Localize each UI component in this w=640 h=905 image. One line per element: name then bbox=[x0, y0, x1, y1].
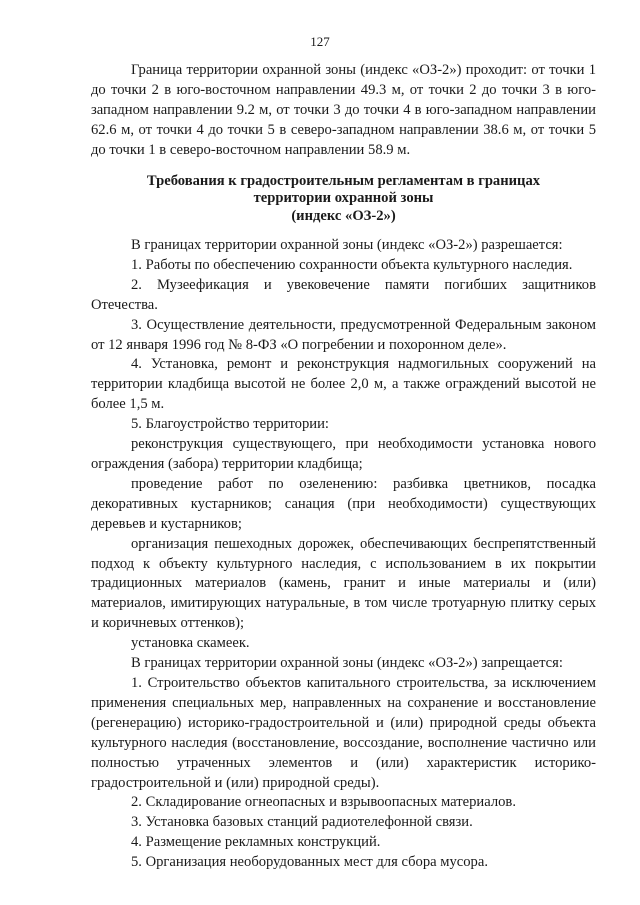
allowed-subitem: проведение работ по озеленению: разбивка цветников, посадка декоративных кустарников; санация (при необходимости) существующих деревьев и кустарников; bbox=[91, 475, 596, 532]
prohibited-item: 3. Установка базовых станций радиотелефонной связи. bbox=[131, 814, 473, 831]
allowed-item: 1. Работы по обеспечению сохранности объекта культурного наследия. bbox=[131, 256, 573, 273]
prohibited-item: 4. Размещение рекламных конструкций. bbox=[131, 834, 381, 851]
allowed-item: 3. Осуществление деятельности, предусмотренной Федеральным законом от 12 января 1996 год № 8-ФЗ «О погребении и похоронном деле». bbox=[91, 316, 596, 353]
allowed-item: 2. Музеефикация и увековечение памяти погибших защитников Отечества. bbox=[91, 276, 596, 313]
allowed-subitem: реконструкция существующего, при необходимости установка нового ограждения (забора) территории кладбища; bbox=[91, 436, 596, 472]
heading-line-3: (индекс «ОЗ-2») bbox=[291, 207, 396, 224]
heading-line-1: Требования к градостроительным регламентам в границах bbox=[146, 172, 541, 189]
prohibited-item: 1. Строительство объектов капитального строительства, за исключением применения специальных мер, направленных на сохранение и восстановление (регенерацию) историко-градостроительной и (или) природной среды объекта культурного наследия (восстановление, воссоздание, восполнение частично или полностью утраченных элементов и (или) характеристик историко-градостроительной и (или) природной среды). bbox=[91, 674, 596, 791]
section-heading bbox=[91, 173, 596, 226]
heading-line-2: территории охранной зоны bbox=[253, 190, 434, 207]
document-body bbox=[91, 61, 596, 873]
allowed-item: 5. Благоустройство территории: bbox=[131, 416, 329, 433]
prohibited-item: 5. Организация необорудованных мест для сбора мусора. bbox=[131, 854, 488, 871]
page-number: 127 bbox=[310, 34, 330, 49]
allowed-subitem: установка скамеек. bbox=[131, 635, 250, 652]
allowed-lead: В границах территории охранной зоны (индекс «ОЗ-2») разрешается: bbox=[131, 237, 563, 254]
prohibited-lead: В границах территории охранной зоны (индекс «ОЗ-2») запрещается: bbox=[131, 655, 563, 672]
allowed-item: 4. Установка, ремонт и реконструкция надмогильных сооружений на территории кладбища высотой не более 2,0 м, а также ограждений высотой не более 1,5 м. bbox=[91, 356, 596, 413]
boundary-description: Граница территории охранной зоны (индекс «ОЗ-2») проходит: от точки 1 до точки 2 в юго-восточном направлении 49.3 м, от точки 2 до точки 3 в юго-западном направлении 9.2 м, от точки 3 до точки 4 в юго-западном направлении 62.6 м, от точки 4 до точки 5 в северо-западном направлении 38.6 м, от точки 5 до точки 1 в северо-восточном направлении 58.9 м. bbox=[91, 62, 596, 158]
allowed-subitem: организация пешеходных дорожек, обеспечивающих беспрепятственный подход к объекту культурного наследия, с использованием в их покрытии традиционных материалов (камень, гранит и иные материалы и (или) материалов, имитирующих натуральные, в том числе тротуарную плитку серых и коричневых оттенков); bbox=[91, 535, 596, 632]
prohibited-item: 2. Складирование огнеопасных и взрывоопасных материалов. bbox=[131, 794, 516, 811]
